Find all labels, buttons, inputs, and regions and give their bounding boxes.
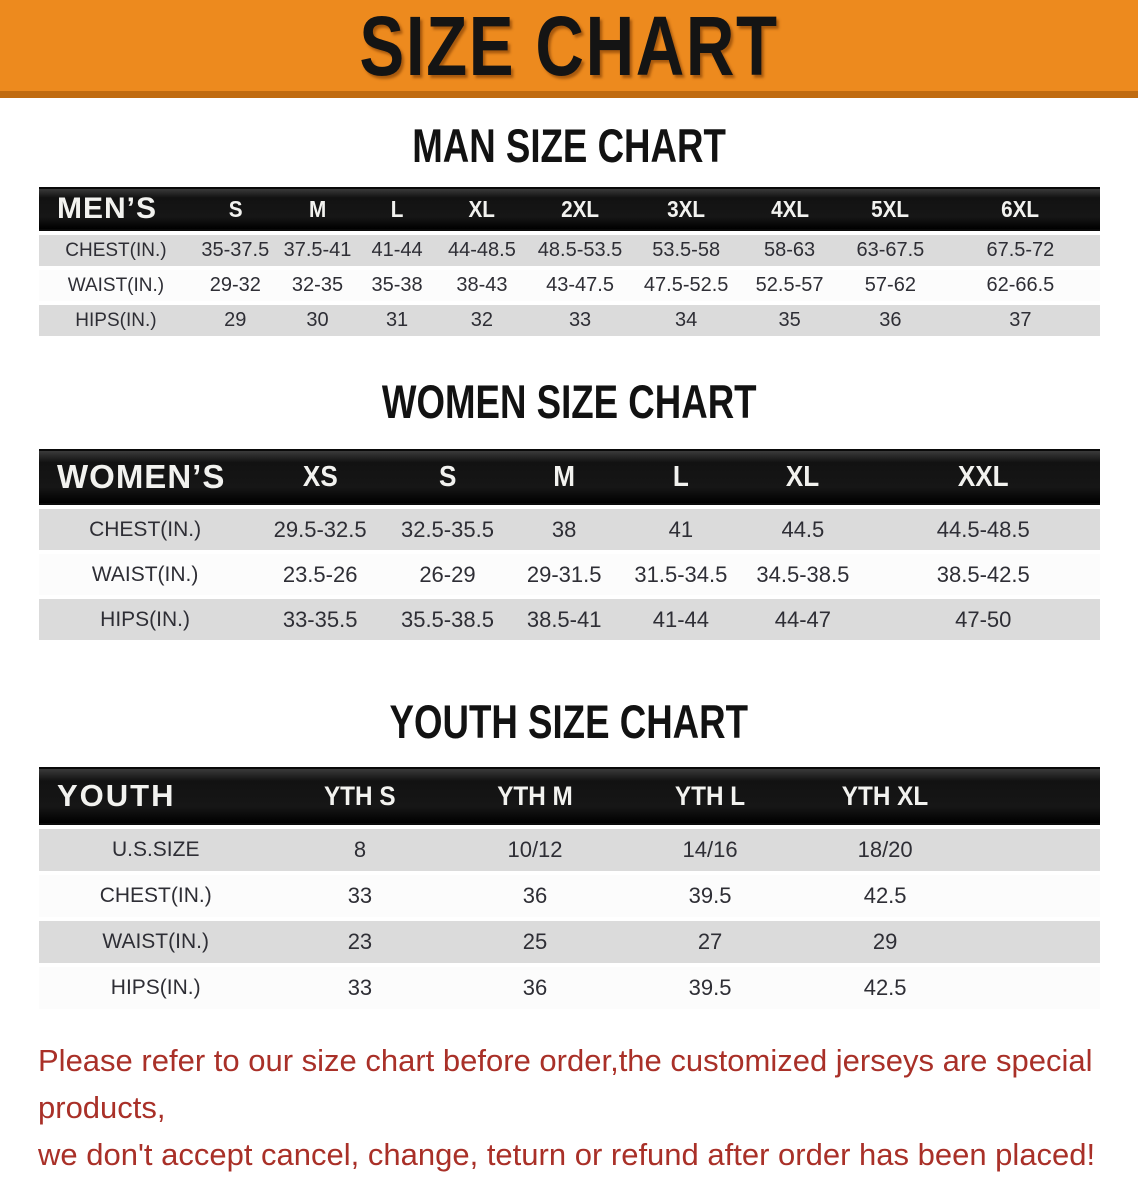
measurement-value: 52.5-57 (739, 270, 840, 301)
measurement-value: 33-35.5 (251, 599, 389, 640)
measurement-value: 27 (623, 921, 798, 963)
youth-section-heading-text: YOUTH SIZE CHART (389, 695, 749, 748)
women-section-heading-text: WOMEN SIZE CHART (381, 375, 757, 428)
measurement-value: 35 (739, 305, 840, 336)
measurement-value: 38-43 (437, 270, 527, 301)
group-label: MEN’S (39, 187, 193, 231)
size-column-header: YTH XL (798, 767, 973, 825)
measurement-label: WAIST(IN.) (39, 554, 251, 595)
women-size-table (39, 445, 1100, 644)
row-spacer (973, 829, 1100, 871)
measurement-value: 35-37.5 (193, 235, 278, 266)
women-size-section (0, 375, 1138, 644)
size-header-row (39, 449, 1100, 505)
measurement-value: 36 (840, 305, 941, 336)
size-column-header: S (193, 187, 278, 231)
measurement-value: 44.5-48.5 (867, 509, 1100, 550)
measurement-value: 38.5-42.5 (867, 554, 1100, 595)
size-header-row (39, 187, 1100, 231)
women-section-heading (0, 375, 1138, 428)
size-column-header: XL (739, 449, 866, 505)
measurement-value: 62-66.5 (941, 270, 1100, 301)
table-row (39, 554, 1100, 595)
youth-size-section (0, 695, 1138, 1013)
measurement-label: CHEST(IN.) (39, 875, 272, 917)
measurement-value: 41-44 (623, 599, 740, 640)
measurement-value: 48.5-53.5 (527, 235, 633, 266)
measurement-value: 23 (272, 921, 447, 963)
size-column-header: 3XL (633, 187, 739, 231)
measurement-value: 43-47.5 (527, 270, 633, 301)
size-column-header: YTH S (272, 767, 447, 825)
measurement-value: 18/20 (798, 829, 973, 871)
table-row (39, 875, 1100, 917)
measurement-value: 31.5-34.5 (623, 554, 740, 595)
measurement-value: 25 (447, 921, 622, 963)
measurement-value: 26-29 (389, 554, 506, 595)
measurement-value: 53.5-58 (633, 235, 739, 266)
measurement-label: HIPS(IN.) (39, 967, 272, 1009)
size-column-header: XS (251, 449, 389, 505)
measurement-value: 44-48.5 (437, 235, 527, 266)
measurement-value: 44.5 (739, 509, 866, 550)
measurement-value: 57-62 (840, 270, 941, 301)
youth-size-table (39, 763, 1100, 1013)
size-column-header: XXL (867, 449, 1100, 505)
table-row (39, 305, 1100, 336)
measurement-value: 23.5-26 (251, 554, 389, 595)
measurement-value: 30 (278, 305, 358, 336)
measurement-value: 33 (272, 967, 447, 1009)
measurement-label: CHEST(IN.) (39, 509, 251, 550)
size-column-header: L (623, 449, 740, 505)
measurement-value: 42.5 (798, 875, 973, 917)
measurement-value: 29.5-32.5 (251, 509, 389, 550)
measurement-value: 14/16 (623, 829, 798, 871)
measurement-value: 36 (447, 967, 622, 1009)
measurement-value: 36 (447, 875, 622, 917)
measurement-value: 41 (623, 509, 740, 550)
measurement-value: 34 (633, 305, 739, 336)
title-banner (0, 0, 1138, 98)
size-column-header: M (506, 449, 623, 505)
row-spacer (973, 921, 1100, 963)
measurement-label: WAIST(IN.) (39, 270, 193, 301)
measurement-value: 29-32 (193, 270, 278, 301)
size-column-header: YTH L (623, 767, 798, 825)
size-column-header: YTH M (447, 767, 622, 825)
group-label: YOUTH (39, 767, 272, 825)
row-spacer (973, 875, 1100, 917)
measurement-label: CHEST(IN.) (39, 235, 193, 266)
size-column-header: M (278, 187, 358, 231)
table-row (39, 829, 1100, 871)
measurement-value: 35-38 (357, 270, 437, 301)
size-column-header: S (389, 449, 506, 505)
measurement-value: 33 (527, 305, 633, 336)
measurement-value: 67.5-72 (941, 235, 1100, 266)
size-column-header: 5XL (840, 187, 941, 231)
measurement-value: 37 (941, 305, 1100, 336)
measurement-value: 34.5-38.5 (739, 554, 866, 595)
disclaimer-line-2: we don't accept cancel, change, teturn or refund after order has been placed! (38, 1137, 1096, 1172)
measurement-value: 29 (798, 921, 973, 963)
measurement-value: 37.5-41 (278, 235, 358, 266)
measurement-value: 31 (357, 305, 437, 336)
page-title: SIZE CHART (359, 0, 779, 93)
table-row (39, 599, 1100, 640)
header-spacer (973, 767, 1100, 825)
measurement-value: 8 (272, 829, 447, 871)
group-label: WOMEN’S (39, 449, 251, 505)
measurement-label: HIPS(IN.) (39, 599, 251, 640)
measurement-label: WAIST(IN.) (39, 921, 272, 963)
measurement-value: 38 (506, 509, 623, 550)
measurement-value: 10/12 (447, 829, 622, 871)
table-row (39, 270, 1100, 301)
measurement-value: 29 (193, 305, 278, 336)
measurement-value: 44-47 (739, 599, 866, 640)
table-row (39, 509, 1100, 550)
size-column-header: 4XL (739, 187, 840, 231)
measurement-value: 32 (437, 305, 527, 336)
men-section-heading (0, 119, 1138, 172)
measurement-value: 38.5-41 (506, 599, 623, 640)
measurement-value: 47-50 (867, 599, 1100, 640)
measurement-value: 39.5 (623, 967, 798, 1009)
measurement-value: 58-63 (739, 235, 840, 266)
size-column-header: 2XL (527, 187, 633, 231)
disclaimer-line-1: Please refer to our size chart before order,the customized jerseys are special products, (38, 1043, 1093, 1125)
table-row (39, 235, 1100, 266)
measurement-label: HIPS(IN.) (39, 305, 193, 336)
size-column-header: XL (437, 187, 527, 231)
measurement-value: 41-44 (357, 235, 437, 266)
measurement-value: 32.5-35.5 (389, 509, 506, 550)
measurement-label: U.S.SIZE (39, 829, 272, 871)
size-column-header: 6XL (941, 187, 1100, 231)
disclaimer-note (0, 1037, 1138, 1178)
table-row (39, 921, 1100, 963)
table-row (39, 967, 1100, 1009)
men-size-section (0, 119, 1138, 340)
size-header-row (39, 767, 1100, 825)
size-column-header: L (357, 187, 437, 231)
measurement-value: 47.5-52.5 (633, 270, 739, 301)
measurement-value: 39.5 (623, 875, 798, 917)
measurement-value: 42.5 (798, 967, 973, 1009)
measurement-value: 29-31.5 (506, 554, 623, 595)
youth-section-heading (0, 695, 1138, 748)
measurement-value: 32-35 (278, 270, 358, 301)
measurement-value: 35.5-38.5 (389, 599, 506, 640)
row-spacer (973, 967, 1100, 1009)
measurement-value: 63-67.5 (840, 235, 941, 266)
men-size-table (39, 183, 1100, 340)
measurement-value: 33 (272, 875, 447, 917)
men-section-heading-text: MAN SIZE CHART (412, 119, 726, 172)
